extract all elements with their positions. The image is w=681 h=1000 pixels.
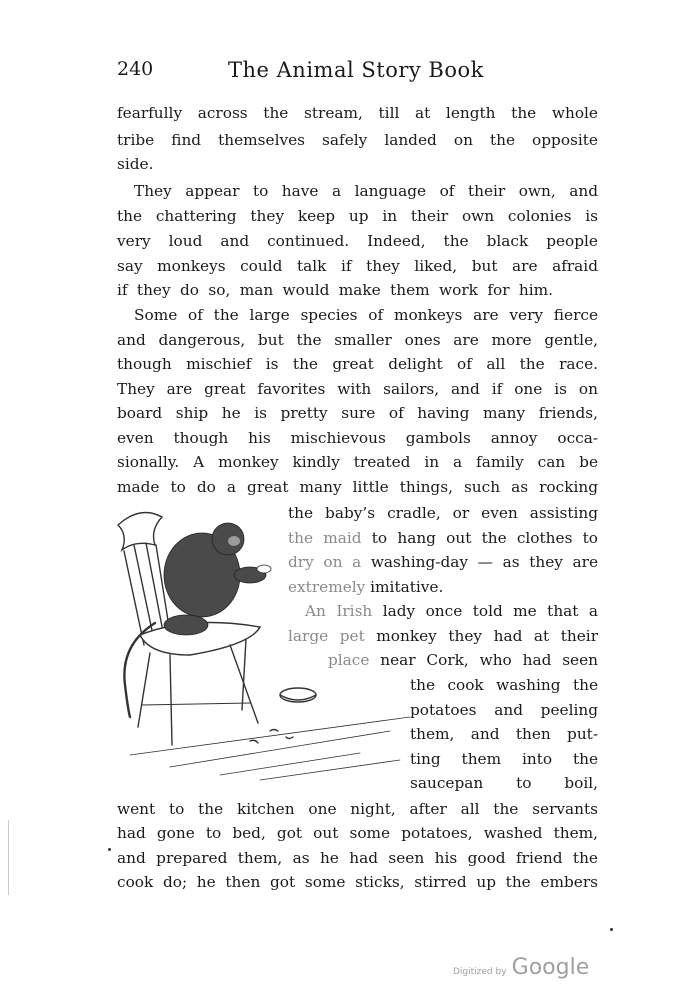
text-line: them, and then put- [410,725,598,743]
running-title: The Animal Story Book [228,58,484,82]
text-line: had gone to bed, got out some potatoes, washed them, [117,824,598,842]
scan-speck [108,848,111,851]
text-line: tribe find themselves safely landed on the opposite [117,131,598,149]
text-line: dry on a washing-day — as they are [288,553,598,571]
text-line: and dangerous, but the smaller ones are more gentle, [117,331,598,349]
text-line: They appear to have a language of their own, and [134,182,598,200]
text-line: ting them into the [410,750,598,768]
text-line: made to do a great many little things, such as rocking [117,478,598,496]
text-line: saucepan to boil, [410,774,598,792]
text-line: if they do so, man would make them work for him. [117,281,553,299]
text-line: large pet monkey they had at their [288,627,598,645]
text-line: the chattering they keep up in their own colonies is [117,207,598,225]
text-line: sionally. A monkey kindly treated in a family can be [117,453,598,471]
text-line: place near Cork, who had seen [328,651,598,669]
text-line: potatoes and peeling [410,701,598,719]
digitized-watermark [453,955,589,980]
text-line: very loud and continued. Indeed, the black people [117,232,598,250]
scan-speck [610,928,613,931]
page-number: 240 [117,58,154,80]
margin-scan-line [8,820,9,895]
text-line: the cook washing the [410,676,598,694]
text-line: though mischief is the great delight of all the race. [117,355,598,373]
text-line: extremely imitative. [288,578,444,596]
text-line: board ship he is pretty sure of having many friends, [117,404,598,422]
text-line: even though his mischievous gambols annoy occa- [117,429,598,447]
text-line: the maid to hang out the clothes to [288,529,598,547]
text-line: and prepared them, as he had seen his good friend the [117,849,598,867]
text-line: They are great favorites with sailors, and if one is on [117,380,598,398]
monkey-on-chair-illustration [110,505,410,790]
text-line: side. [117,155,154,173]
text-line: fearfully across the stream, till at length the whole [117,104,598,122]
text-line: cook do; he then got some sticks, stirred up the embers [117,873,598,891]
google-wordmark: Google [511,955,590,980]
text-line: say monkeys could talk if they liked, but are afraid [117,257,598,275]
text-line: went to the kitchen one night, after all the servants [117,800,598,818]
text-line: An Irish lady once told me that a [305,602,598,620]
text-line: Some of the large species of monkeys are very fierce [134,306,598,324]
digitized-label: Digitized by [453,967,507,977]
text-line: the baby’s cradle, or even assisting [288,504,598,522]
